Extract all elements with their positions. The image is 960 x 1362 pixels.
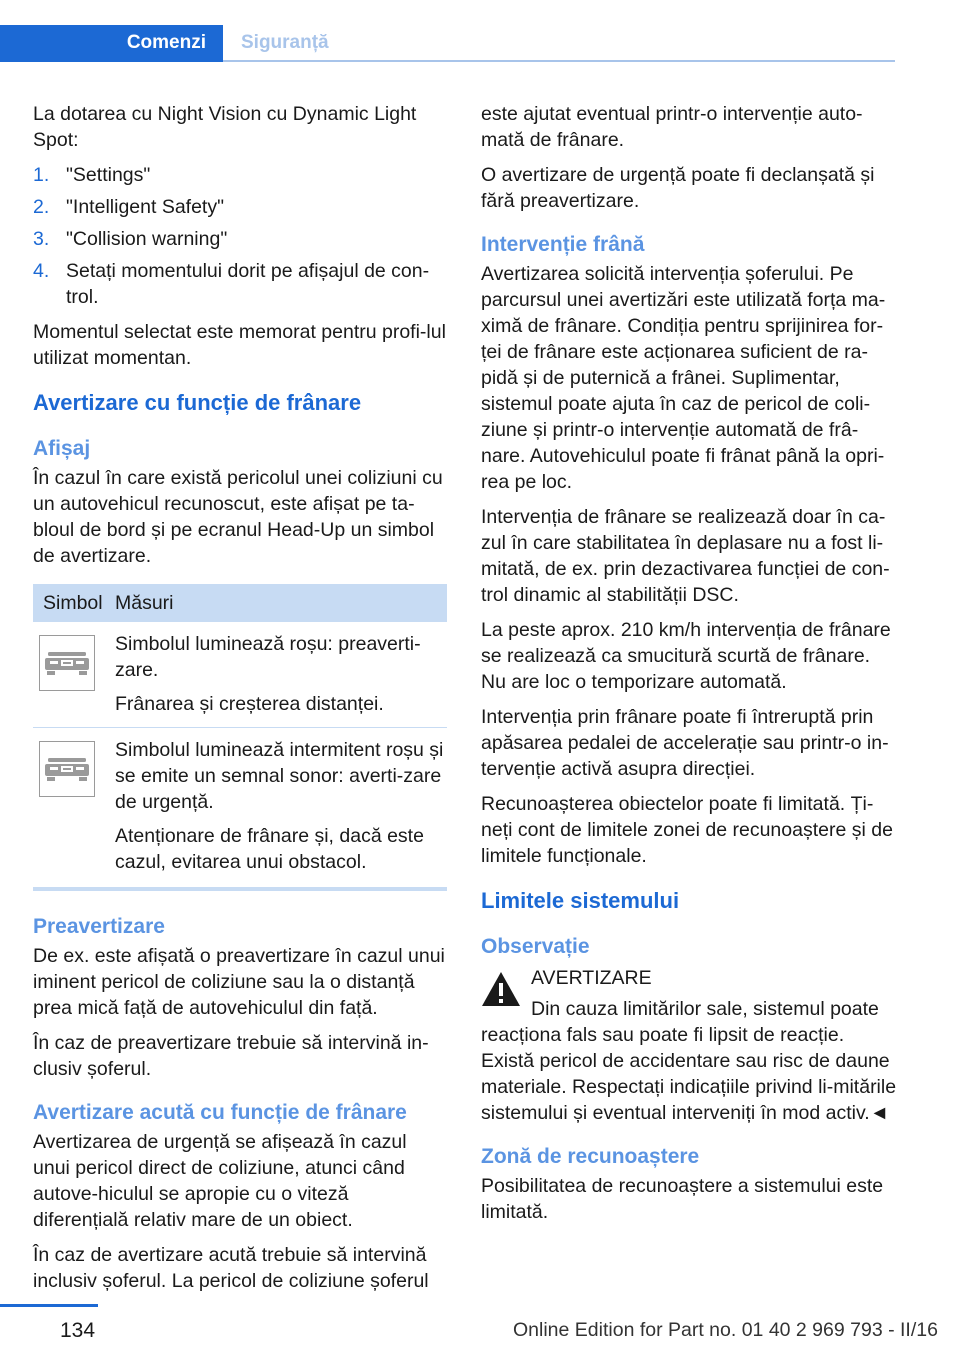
continued-text-2: O avertizare de urgență poate fi declanșată și fără preavertizare. xyxy=(481,164,875,212)
heading-display: Afișaj xyxy=(33,437,91,460)
car-warning-icon xyxy=(39,741,95,797)
symbol-table xyxy=(33,584,447,891)
brake-text-5: Recunoașterea obiectelor poate fi limitată. Ți-neți cont de limitele zonei de recunoaștere și de limitele funcționale. xyxy=(481,793,893,867)
warning-text xyxy=(481,996,897,1126)
measure-text: Simbolul luminează roșu: preaverti-zare. xyxy=(115,633,421,681)
car-front-icon xyxy=(44,649,90,677)
table-cell-symbol xyxy=(33,737,115,875)
prewarning-text-2: În caz de preavertizare trebuie să intervină in-clusiv șoferul. xyxy=(33,1032,429,1080)
step-text: "Settings" xyxy=(66,164,151,186)
acute-text-1: Avertizarea de urgență se afișează în cazul unui pericol direct de coliziune, atunci când autove-hiculul se apropie cu o viteză diferențială relativ mare de un obiect. xyxy=(33,1131,407,1231)
brake-text-3: La peste aprox. 210 km/h intervenția de frânare se realizează ca smucitură scurtă de frânare. Nu are loc o temporizare automată. xyxy=(481,619,891,693)
tab-underline xyxy=(223,60,895,62)
chapter-tabs xyxy=(0,25,895,63)
measure-text: Atenționare de frânare și, dacă este cazul, evitarea unui obstacol. xyxy=(115,825,424,873)
step-item xyxy=(33,194,447,220)
acute-text-2: În caz de avertizare acută trebuie să intervină inclusiv șoferul. La pericol de coliziune șoferul xyxy=(33,1244,429,1292)
heading-brake-warning: Avertizare cu funcție de frânare xyxy=(33,390,362,415)
heading-brake-intervention: Intervenție frână xyxy=(481,233,645,256)
table-row xyxy=(33,622,447,728)
footer-accent-line xyxy=(0,1304,98,1307)
left-column xyxy=(33,101,447,1303)
table-header-symbol: Simbol xyxy=(43,592,103,614)
heading-system-limits: Limitele sistemului xyxy=(481,888,680,913)
step-item xyxy=(33,258,447,310)
brake-text-1: Avertizarea solicită intervenția șoferului. Pe parcursul unei avertizări este utilizată forța ma-ximă de frânare. Condiția pentru sprijinirea for-ței de frânare este acționarea suficient de ra-pidă și de puternică a frânei. Suplimentar, sistemul poate ajuta în caz de pericol de coli-ziune și printr-o intervenție automată de frâ-nare. Autovehiculul poate fi frânat până la opri-rea pe loc. xyxy=(481,263,886,493)
car-front-icon xyxy=(44,755,90,783)
warning-label: AVERTIZARE xyxy=(531,967,652,989)
step-number: 4. xyxy=(33,260,50,282)
display-text: În cazul în care există pericolul unei coliziuni cu un autovehicul recunoscut, este afișat pe ta-bloul de bord și pe ecranul Head-Up un simbol de avertizare. xyxy=(33,467,443,567)
steps-list xyxy=(33,162,447,310)
measure-text: Frânarea și creșterea distanței. xyxy=(115,693,384,715)
zone-text: Posibilitatea de recunoaștere a sistemului este limitată. xyxy=(481,1175,884,1223)
measure-text: Simbolul luminează intermitent roșu și se emite un semnal sonor: averti-zare de urgență. xyxy=(115,739,444,813)
step-item xyxy=(33,226,447,252)
table-header-measures: Măsuri xyxy=(115,592,174,614)
heading-prewarning: Preavertizare xyxy=(33,915,165,938)
step-text: "Intelligent Safety" xyxy=(66,196,225,218)
warning-triangle-icon xyxy=(481,971,521,1007)
table-cell-measures xyxy=(115,737,447,875)
page-number: 134 xyxy=(60,1319,96,1342)
tab-siguranta[interactable]: Siguranță xyxy=(223,25,895,60)
table-cell-symbol xyxy=(33,631,115,717)
car-warning-icon xyxy=(39,635,95,691)
heading-note: Observație xyxy=(481,935,590,958)
step-number: 1. xyxy=(33,164,50,186)
warning-text-content: Din cauza limitărilor sale, sistemul poate reacționa fals sau poate fi lipsit de reacție. Există pericol de accidentare sau risc de daune materiale. Respectați indicațiile privind li-mitările sistemului și eventual interveniți în mod activ.◄ xyxy=(481,998,897,1124)
warning-block xyxy=(481,965,897,1126)
table-cell-measures xyxy=(115,631,447,717)
step-number: 3. xyxy=(33,228,50,250)
brake-text-4: Intervenția prin frânare poate fi întreruptă prin apăsarea pedalei de accelerație sau printr-o in-tervenție activă asupra direcției. xyxy=(481,706,889,780)
continued-text-1: este ajutat eventual printr-o intervenție auto-mată de frânare. xyxy=(481,103,863,151)
step-text: "Collision warning" xyxy=(66,228,228,250)
step-item xyxy=(33,162,447,188)
prewarning-text-1: De ex. este afișată o preavertizare în cazul unui iminent pericol de coliziune sau la o distanță prea mică față de autovehiculul din față. xyxy=(33,945,445,1019)
step-number: 2. xyxy=(33,196,50,218)
step-text: Setați momentului dorit pe afișajul de con-trol. xyxy=(66,260,430,308)
intro-text: La dotarea cu Night Vision cu Dynamic Light Spot: xyxy=(33,103,417,151)
tab-underline-active xyxy=(0,60,223,62)
heading-recognition-zone: Zonă de recunoaștere xyxy=(481,1145,700,1168)
brake-text-2: Intervenția de frânare se realizează doar în ca-zul în care stabilitatea în deplasare nu a fost li-mitată, de ex. prin dezactivarea funcției de con-trol dinamic al stabilității DSC. xyxy=(481,506,890,606)
edition-note: Online Edition for Part no. 01 40 2 969 793 - II/16 xyxy=(513,1319,938,1341)
table-header xyxy=(33,584,447,622)
tab-comenzi[interactable]: Comenzi xyxy=(0,25,223,60)
table-row xyxy=(33,728,447,891)
heading-acute-warning: Avertizare acută cu funcție de frânare xyxy=(33,1101,407,1124)
stored-text: Momentul selectat este memorat pentru profi-lul utilizat momentan. xyxy=(33,321,446,369)
right-column xyxy=(481,101,897,1234)
